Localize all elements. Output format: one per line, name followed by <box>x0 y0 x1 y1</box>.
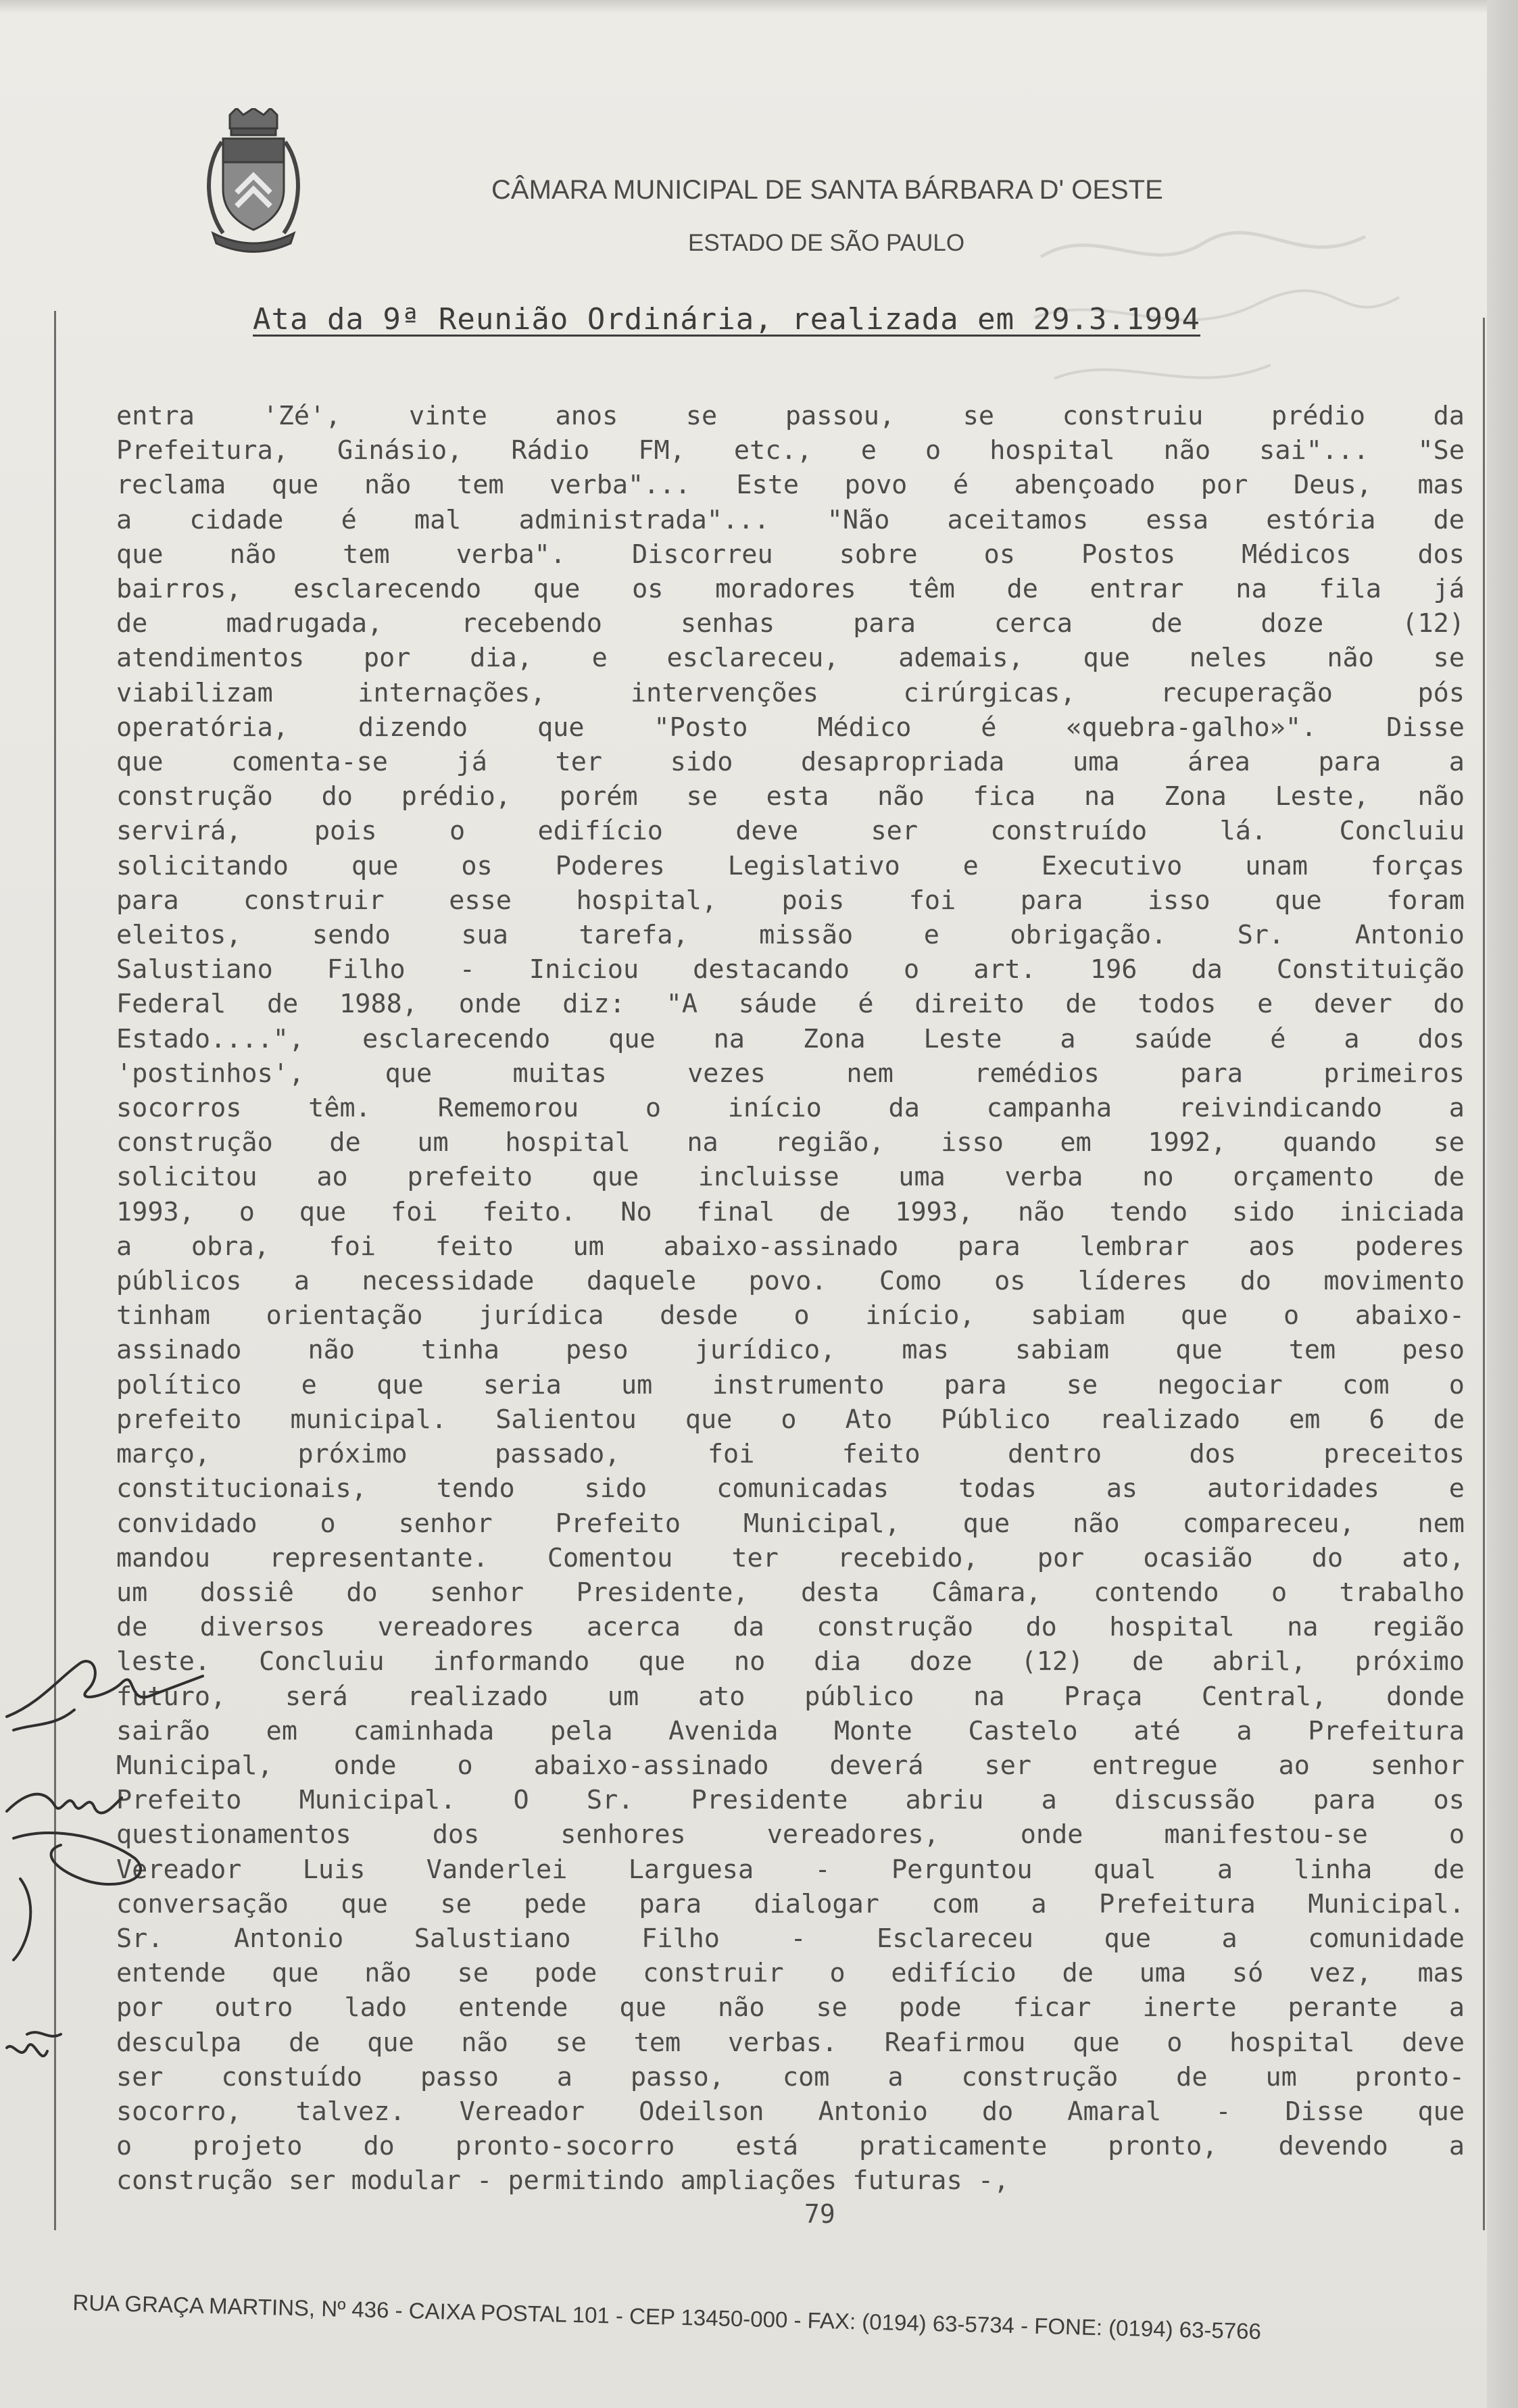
body-line: para construir esse hospital, pois foi para isso que foram <box>116 885 1465 916</box>
body-line: Salustiano Filho - Iniciou destacando o art. 196 da Constituição <box>116 954 1465 985</box>
body-line: entra 'Zé', vinte anos se passou, se construiu prédio da <box>116 401 1465 431</box>
body-line: socorros têm. Rememorou o início da campanha reivindicando a <box>116 1093 1465 1124</box>
body-line: constitucionais, tendo sido comunicadas todas as autoridades e <box>116 1473 1465 1504</box>
body-line: sairão em caminhada pela Avenida Monte Castelo até a Prefeitura <box>116 1715 1465 1746</box>
body-line: solicitou ao prefeito que incluisse uma verba no orçamento de <box>116 1162 1465 1193</box>
body-line: Federal de 1988, onde diz: "A sáude é direito de todos e dever do <box>116 989 1465 1020</box>
body-line: um dossiê do senhor Presidente, desta Câmara, contendo o trabalho <box>116 1577 1465 1608</box>
body-line: viabilizam internações, intervenções cirúrgicas, recuperação pós <box>116 677 1465 708</box>
body-line: atendimentos por dia, e esclareceu, ademais, que neles não se <box>116 643 1465 674</box>
body-line: questionamentos dos senhores vereadores, onde manifestou-se o <box>116 1819 1465 1850</box>
body-line: Sr. Antonio Salustiano Filho - Esclareceu que a comunidade <box>116 1923 1465 1954</box>
body-line: leste. Concluiu informando que no dia doze (12) de abril, próximo <box>116 1646 1465 1677</box>
page-number: 79 <box>804 2199 835 2229</box>
body-line: desculpa de que não se tem verbas. Reafirmou que o hospital deve <box>116 2027 1465 2058</box>
body-line: públicos a necessidade daquele povo. Como os líderes do movimento <box>116 1266 1465 1297</box>
body-line: servirá, pois o edifício deve ser construído lá. Concluiu <box>116 816 1465 847</box>
body-line: por outro lado entende que não se pode ficar inerte perante a <box>116 1992 1465 2023</box>
body-line: 'postinhos', que muitas vezes nem remédios para primeiros <box>116 1058 1465 1089</box>
minutes-body <box>116 399 1468 2198</box>
document-title: Ata da 9ª Reunião Ordinária, realizada em 29.3.1994 <box>253 302 1201 337</box>
institution-name: CÂMARA MUNICIPAL DE SANTA BÁRBARA D' OESTE <box>491 175 1163 205</box>
handwritten-signature-icon <box>0 1636 216 2311</box>
body-line: assinado não tinha peso jurídico, mas sabiam que tem peso <box>116 1335 1465 1366</box>
body-line: político e que seria um instrumento para se negociar com o <box>116 1369 1465 1400</box>
body-line: eleitos, sendo sua tarefa, missão e obrigação. Sr. Antonio <box>116 920 1465 951</box>
body-line: Municipal, onde o abaixo-assinado deverá ser entregue ao senhor <box>116 1750 1465 1781</box>
body-line: entende que não se pode construir o edifício de uma só vez, mas <box>116 1958 1465 1989</box>
body-line: construção de um hospital na região, isso em 1992, quando se <box>116 1127 1465 1158</box>
body-line: que comenta-se já ter sido desapropriada uma área para a <box>116 747 1465 778</box>
state-name: ESTADO DE SÃO PAULO <box>688 230 965 256</box>
body-line: Prefeito Municipal. O Sr. Presidente abriu a discussão para os <box>116 1785 1465 1816</box>
footer-address: RUA GRAÇA MARTINS, Nº 436 - CAIXA POSTAL 101 - CEP 13450-000 - FAX: (0194) 63-5734 - FONE: (0194) 63-5766 <box>72 2290 1262 2344</box>
body-line: de diversos vereadores acerca da construção do hospital na região <box>116 1612 1465 1643</box>
body-line: Vereador Luis Vanderlei Larguesa - Perguntou qual a linha de <box>116 1854 1465 1885</box>
body-line: de madrugada, recebendo senhas para cerca de doze (12) <box>116 608 1465 639</box>
scan-edge-right <box>1487 0 1518 2408</box>
scan-edge-top <box>0 0 1518 14</box>
body-line: prefeito municipal. Salientou que o Ato Público realizado em 6 de <box>116 1404 1465 1435</box>
body-line: operatória, dizendo que "Posto Médico é «quebra-galho»". Disse <box>116 712 1465 743</box>
body-line: reclama que não tem verba"... Este povo é abençoado por Deus, mas <box>116 470 1465 501</box>
body-line: construção do prédio, porém se esta não fica na Zona Leste, não <box>116 781 1465 812</box>
municipal-coat-of-arms-icon <box>203 108 304 253</box>
body-line: Prefeitura, Ginásio, Rádio FM, etc., e o hospital não sai"... "Se <box>116 435 1465 466</box>
body-line: março, próximo passado, foi feito dentro dos preceitos <box>116 1439 1465 1470</box>
body-line: Estado....", esclarecendo que na Zona Leste a saúde é a dos <box>116 1023 1465 1054</box>
body-line: o projeto do pronto-socorro está praticamente pronto, devendo a <box>116 2131 1465 2162</box>
body-line: socorro, talvez. Vereador Odeilson Antonio do Amaral - Disse que <box>116 2096 1465 2127</box>
body-line: bairros, esclarecendo que os moradores têm de entrar na fila já <box>116 574 1465 605</box>
body-line: a obra, foi feito um abaixo-assinado para lembrar aos poderes <box>116 1231 1465 1262</box>
body-line: tinham orientação jurídica desde o início, sabiam que o abaixo- <box>116 1300 1465 1331</box>
body-line: que não tem verba". Discorreu sobre os Postos Médicos dos <box>116 539 1465 570</box>
body-line: a cidade é mal administrada"... "Não aceitamos essa estória de <box>116 504 1465 535</box>
body-line: ser constuído passo a passo, com a construção de um pronto- <box>116 2061 1465 2092</box>
body-line: solicitando que os Poderes Legislativo e Executivo unam forças <box>116 850 1465 881</box>
right-margin-rule <box>1483 318 1485 2230</box>
body-line: convidado o senhor Prefeito Municipal, que não compareceu, nem <box>116 1508 1465 1539</box>
body-line: 1993, o que foi feito. No final de 1993, não tendo sido iniciada <box>116 1196 1465 1227</box>
body-line: conversação que se pede para dialogar com a Prefeitura Municipal. <box>116 1888 1465 1919</box>
body-line: mandou representante. Comentou ter recebido, por ocasião do ato, <box>116 1542 1465 1573</box>
body-line: construção ser modular - permitindo ampliações futuras -, <box>116 2165 1010 2196</box>
body-line: futuro, será realizado um ato público na Praça Central, donde <box>116 1681 1465 1712</box>
